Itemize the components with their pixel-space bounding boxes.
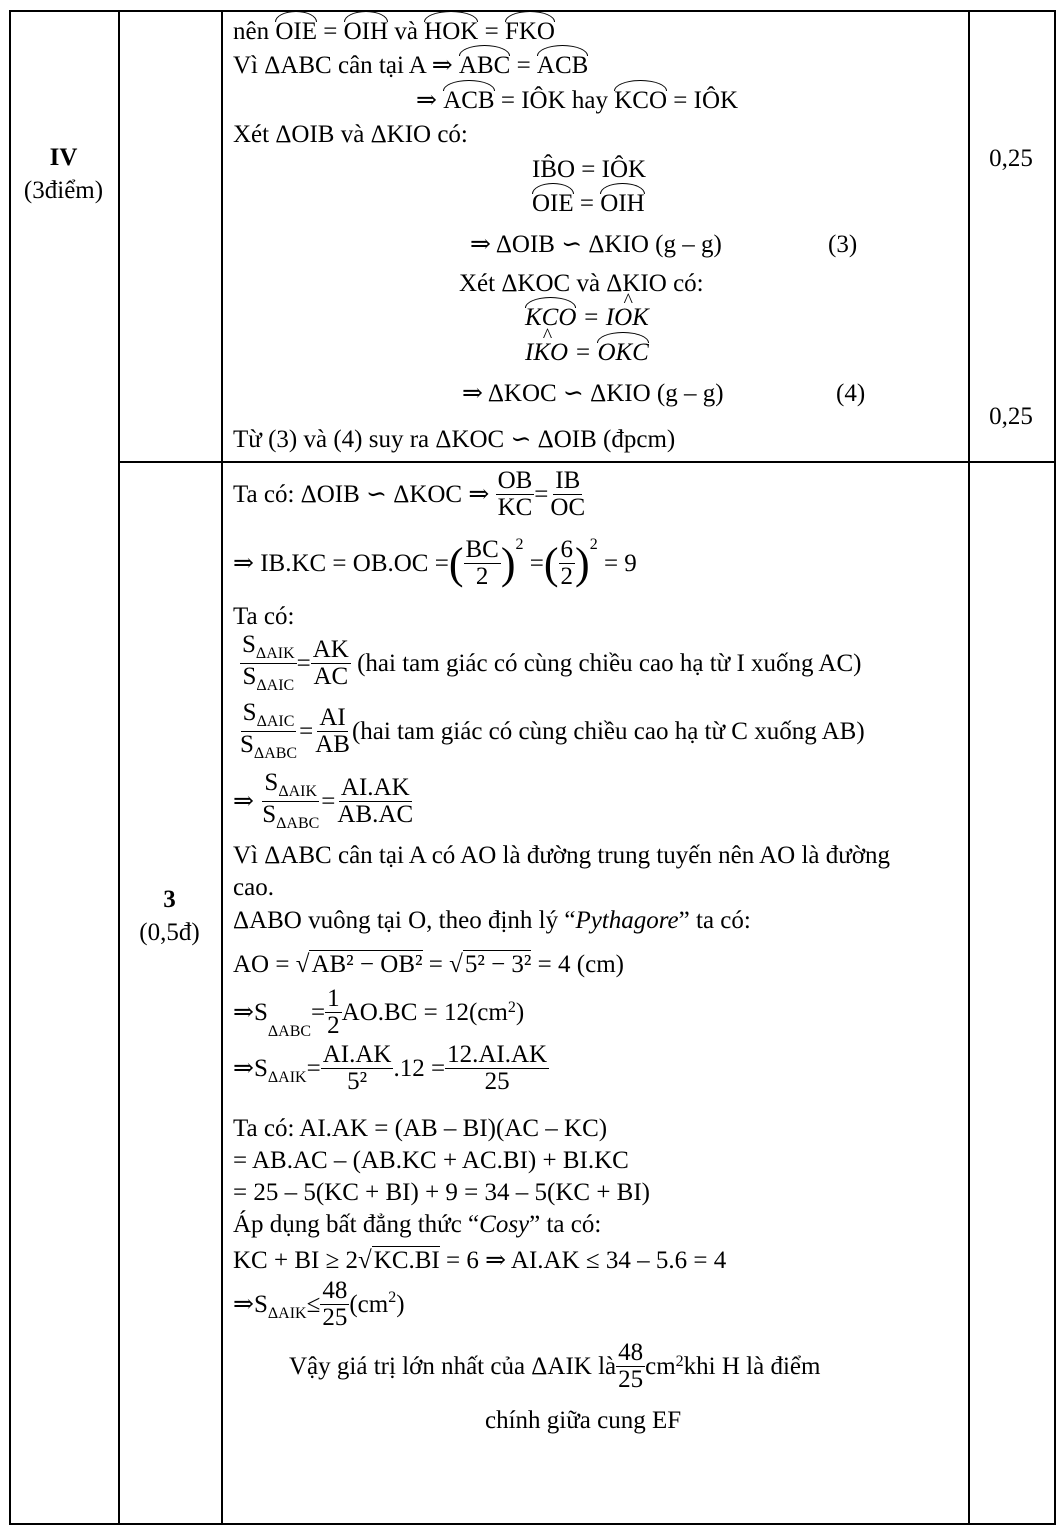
bottom-line-7: Vì ΔABC cân tại A có AO là đường trung tuyến nên AO là đường xyxy=(233,842,891,869)
top-line-10: ^ IKO = OKC xyxy=(525,340,649,365)
top-line-6: OIE = OIH xyxy=(532,190,645,217)
top-line-11: ⇒ ΔKOC ∽ ΔKIO (g – g) xyxy=(462,380,724,407)
bottom-line-18: ⇒S $_{\Delta AIK}$ ≤ $\frac{48}{25}$ (cm $^2$ ) xyxy=(233,1277,405,1332)
bottom-line-8: cao. xyxy=(233,874,274,901)
top-line-8: Xét ΔKOC và ΔKIO có: xyxy=(459,270,704,297)
top-line-4: Xét ΔOIB và ΔKIO có: xyxy=(233,121,468,148)
top-line-12: Từ (3) và (4) suy ra ΔKOC ∽ ΔOIB (đpcm) xyxy=(233,426,676,453)
bottom-line-10: AO = √AB² − OB² = √5² − 3² = 4 (cm) xyxy=(233,951,624,978)
top-line-11-tag: (4) xyxy=(836,380,866,407)
part-label: 3 xyxy=(163,886,176,913)
part-points: (0,5đ) xyxy=(139,919,200,946)
table-border-bottom xyxy=(9,1523,1056,1525)
bottom-line-5: $\frac{S_{\Delta AIC}}{S_{\Delta ABC}}$ = $\frac{AI}{AB}$ (hai tam giác có cùng chiều cao hạ từ C xuống AB) xyxy=(240,699,865,762)
bottom-line-9: ΔABO vuông tại O, theo định lý “Pythagore” ta có: xyxy=(233,907,751,934)
top-line-7-tag: (3) xyxy=(828,231,858,258)
table-divider-col2 xyxy=(221,10,223,1524)
table-divider-col3 xyxy=(968,10,970,1524)
table-divider-col1 xyxy=(118,10,120,1524)
bottom-line-19: Vậy giá trị lớn nhất của ΔAIK là $\frac{48}{25}$ cm 2 khi H là điểm xyxy=(289,1339,821,1394)
score-1: 0,25 xyxy=(989,145,1033,172)
bottom-line-11: ⇒S $_{\Delta ABC}$ = $\frac{1}{2}$ AO.BC = 12(cm 2 ) xyxy=(233,985,525,1040)
table-row-divider xyxy=(118,461,1055,463)
bottom-line-4: $\frac{S_{\Delta AIK}}{S_{\Delta AIC}}$ = $\frac{AK}{AC}$ (hai tam giác có cùng chiều cao hạ từ I xuống AC) xyxy=(242,631,862,694)
score-2: 0,25 xyxy=(989,403,1033,430)
top-line-3: ⇒ ACB = IÔK hay KCO = IÔK xyxy=(416,87,739,114)
top-line-7: ⇒ ΔOIB ∽ ΔKIO (g – g) xyxy=(470,231,722,258)
section-label: IV xyxy=(49,144,78,171)
bottom-line-2: ⇒ IB.KC = OB.OC = ( $\frac{BC}{2}$ ) $^2$ = ( $\frac{6}{2}$ ) $^2$ = 9 xyxy=(233,536,637,591)
table-border-left xyxy=(9,10,11,1524)
bottom-line-13: Ta có: AI.AK = (AB – BI)(AC – KC) xyxy=(233,1115,608,1142)
top-line-1: nên OIE = OIH và HOK = FKO xyxy=(233,18,555,45)
bottom-line-16: Áp dụng bất đẳng thức “Cosy” ta có: xyxy=(233,1211,602,1238)
section-points: (3điểm) xyxy=(23,177,104,204)
top-line-2: Vì ΔABC cân tại A ⇒ ABC = ACB xyxy=(233,52,589,79)
top-line-9: KCO = ^ IOK xyxy=(525,305,649,330)
bottom-line-15: = 25 – 5(KC + BI) + 9 = 34 – 5(KC + BI) xyxy=(233,1179,651,1206)
bottom-line-6: ⇒ $\frac{S_{\Delta AIK}}{S_{\Delta ABC}}$ = $\frac{AI.AK}{AB.AC}$ xyxy=(233,769,414,832)
bottom-line-14: = AB.AC – (AB.KC + AC.BI) + BI.KC xyxy=(233,1147,629,1174)
bottom-line-1: Ta có: ΔOIB ∽ ΔKOC ⇒ $\frac{OB}{KC}$ = $\frac{IB}{OC}$ xyxy=(233,467,586,522)
table-border-right xyxy=(1054,10,1056,1524)
bottom-line-12: ⇒S $_{\Delta AIK}$ = $\frac{AI.AK}{\text{5²}}$ .12 = $\frac{12.AI.AK}{25}$ xyxy=(233,1041,548,1096)
bottom-line-3: Ta có: xyxy=(233,603,295,630)
top-line-5: IB̂O = IÔK xyxy=(532,156,647,183)
bottom-line-20: chính giữa cung EF xyxy=(485,1407,682,1434)
bottom-line-17: KC + BI ≥ 2√KC.BI = 6 ⇒ AI.AK ≤ 34 – 5.6 = 4 xyxy=(233,1247,727,1274)
